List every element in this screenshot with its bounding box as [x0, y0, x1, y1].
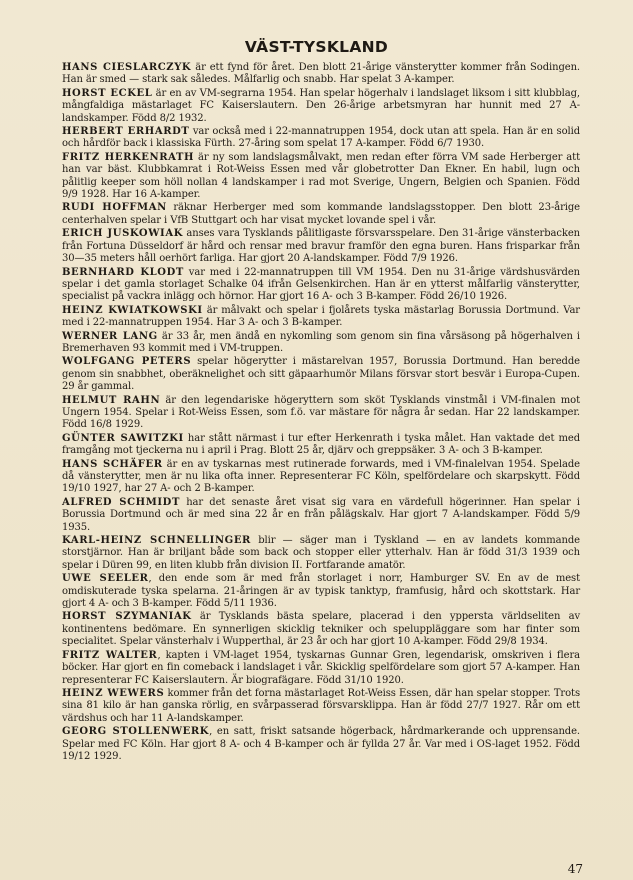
- player-name: FRITZ HERKENRATH: [62, 151, 195, 163]
- player-description: är ett fynd för året. Den blott 21-årige vänsterytter kommer från Sodingen. Han är smed — stark sak således. Målfarlig och snabb. Har spelat 3 A-kamper.: [62, 62, 581, 86]
- player-description: , den ende som är med från storlaget i norr, Hamburger SV. En av de mest omdiskuterade tyska spelarna. 21-åringen är av typisk tanktyp, framfusig, hård och skottstark. Har gjort 4 A- och 3 B-kamper. Född 5/11 1936.: [62, 573, 580, 610]
- player-entry: [62, 573, 580, 610]
- player-entry: [62, 535, 580, 572]
- player-name: HANS SCHÄFER: [62, 458, 163, 470]
- player-name: GEORG STOLLENWERK: [62, 726, 210, 738]
- player-name: HERBERT ERHARDT: [62, 126, 190, 138]
- player-name: WOLFGANG PETERS: [62, 356, 192, 368]
- player-name: RUDI HOFFMAN: [62, 202, 167, 214]
- player-name: HANS CIESLARCZYK: [62, 62, 192, 73]
- page-number: 47: [567, 862, 583, 876]
- player-description: , kapten i VM-laget 1954, tyskarnas Gunnar Gren, legendarisk, omskriven i flera böcker. Har gjort en fin comeback i landslaget i vår. Skicklig spelfördelare som gjort 57 A-kamper. Han representerar FC Kaiserslautern. Är biografägare. Född 31/10 1920.: [62, 649, 580, 686]
- player-description: är målvakt och spelar i fjolårets tyska mästarlag Borussia Dortmund. Var med i 22-mannatruppen 1954. Har 3 A- och 3 B-kamper.: [62, 304, 580, 329]
- player-name: HORST ECKEL: [62, 87, 153, 99]
- player-description: är Tysklands bästa spelare, placerad i den yppersta världseliten av kontinentens bedömare. En synnerligen skicklig tekniker och speluppläggare som har finter som specialitet. Spelar vänsterhalv i Wupperthal, är 23 år och har gjort 10 A-kamper. Född 29/8 1934.: [62, 611, 580, 648]
- player-entry: [62, 267, 580, 304]
- player-description: har det senaste året visat sig vara en värdefull högerinner. Han spelar i Borussia Dortmund och är med sina 22 år en från pålägskalv. Har gjort 7 A-landskamper. Född 5/9 1935.: [62, 496, 580, 533]
- player-name: HEINZ WEWERS: [62, 687, 165, 699]
- player-description: blir — säger man i Tyskland — en av landets kommande storstjärnor. Han är briljant både som back och stopper eller ytterhalv. Han är född 31/3 1939 och spelar i Düren 99, en liten klubb från division II. Fortfarande amatör.: [62, 535, 580, 571]
- player-description: anses vara Tysklands pålitligaste försvarsspelare. Den 31-årige vänsterbacken från Fortuna Düsseldorf är hård och rensar med bravur framför den egna buren. Hans frisparkar från 30—35 meters håll oerhört farliga. Har gjort 20 A-landskamper. Född 7/9 1926.: [62, 228, 580, 265]
- page-title: VÄST-TYSKLAND: [244, 38, 389, 56]
- player-name: WERNER LANG: [62, 330, 158, 342]
- player-name: ERICH JUSKOWIAK: [62, 228, 183, 240]
- player-entry: [62, 305, 580, 330]
- player-entry: [62, 331, 580, 356]
- player-description: kommer från det forna mästarlaget Rot-Weiss Essen, där han spelar stopper. Trots sina 81 kilo är han ganska rörlig, en svårpasserad försvarsklippa. Han är född 27/7 1927. Rår om ett värdshus och har 11 A-landskamper.: [62, 687, 580, 724]
- player-description: har stått närmast i tur efter Herkenrath i tyska målet. Han vaktade det med framgång mot tjeckerna nu i april i Prag. Blott 25 år, djärv och greppsäker. 3 A- och 3 B-kamper.: [62, 432, 580, 457]
- player-description: är den legendariske högeryttern som sköt Tysklands vinstmål i VM-finalen mot Ungern 1954. Spelar i Rot-Weiss Essen, som f.ö. var mästare för några år sedan. Har 22 landskamper. Född 16/8 1929.: [62, 394, 580, 431]
- player-entry: [62, 62, 580, 87]
- player-description: är 33 år, men ändå en nykomling som genom sin fina vårsäsong på högerhalven i Bremerhaven 93 kommit med i VM-truppen.: [62, 330, 580, 354]
- player-entry: [62, 395, 580, 432]
- player-description: var också med i 22-mannatruppen 1954, dock utan att spela. Han är en solid och hårdför back i klassiska Fürth. 27-åring som spelat 17 A-kamper. Född 6/7 1930.: [62, 126, 580, 150]
- player-entry: [62, 88, 580, 125]
- player-description: spelar högerytter i mästarelvan 1957, Borussia Dortmund. Han beredde genom sin snabbhet, oberäknelighet och sitt gäpaarhumör Milans försvar stort besvär i Europa-Cupen. 29 år gammal.: [62, 356, 580, 393]
- player-entry: [62, 611, 580, 648]
- player-entry: [62, 152, 580, 202]
- player-name: BERNHARD KLODT: [62, 266, 184, 278]
- player-name: FRITZ WALTER: [62, 649, 158, 661]
- player-entry: [62, 459, 580, 496]
- player-entry: [62, 433, 580, 458]
- player-name: HEINZ KWIATKOWSKI: [62, 304, 203, 316]
- player-name: UWE SEELER: [62, 573, 149, 585]
- player-name: KARL-HEINZ SCHNELLINGER: [62, 535, 251, 547]
- player-name: HORST SZYMANIAK: [62, 611, 192, 623]
- player-entry: [62, 126, 580, 151]
- player-name: GÜNTER SAWITZKI: [62, 432, 184, 444]
- player-description: , en satt, friskt satsande högerback, hårdmarkerande och upprensande. Spelar med FC Köln. Har gjort 8 A- och 4 B-kamper och är fyllda 27 år. Var med i OS-laget 1952. Född 19/12 1929.: [62, 726, 580, 762]
- player-entry: [62, 688, 580, 725]
- player-entry: [62, 497, 580, 534]
- player-entry: [62, 202, 580, 227]
- player-entry: [62, 228, 580, 265]
- player-entry: [62, 726, 580, 763]
- player-description: är en av VM-segrarna 1954. Han spelar högerhalv i landslaget liksom i sitt klubblag, mångfaldiga mästarlaget FC Kaiserslautern. Den 26-årige arbetsmyran har hunnit med 27 A-landskamper. Född 8/2 1932.: [62, 87, 580, 124]
- player-description: är en av tyskarnas mest rutinerade forwards, med i VM-finalelvan 1954. Spelade då vänsterytter, men är nu lika ofta inner. Representerar FC Köln, spelfördelare och skarpskytt. Född 19/10 1927, har 27 A- och 2 B-kamper.: [62, 458, 580, 495]
- player-name: HELMUT RAHN: [62, 394, 161, 406]
- player-entry: [62, 356, 580, 393]
- player-name: ALFRED SCHMIDT: [62, 496, 180, 508]
- player-description: var med i 22-mannatruppen till VM 1954. Den nu 31-årige värdshusvärden spelar i det gamla storlaget Schalke 04 ifrån Gelsenkirchen. Han är en ytterst målfarlig vänsterytter, specialist på vackra inlägg och hörnor. Har gjort 16 A- och 3 B-kamper. Född 26/10 1926.: [62, 266, 580, 303]
- player-list: [62, 62, 580, 764]
- player-entry: [62, 650, 580, 687]
- player-description: räknar Herberger med som kommande landslagsstopper. Den blott 23-årige centerhalven spelar i VfB Stuttgart och har visat mycket lovande spel i vår.: [62, 202, 580, 226]
- player-description: är ny som landslagsmålvakt, men redan efter förra VM sade Herberger att han var bäst. Klubbkamrat i Rot-Weiss Essen med vår globetrotter Dan Ekner. En habil, lugn och pålitlig keeper som höll nollan 4 landskamper i rad mot Sverige, Ungern, Belgien och Spanien. Född 9/9 1928. Har 16 A-kamper.: [62, 151, 580, 201]
